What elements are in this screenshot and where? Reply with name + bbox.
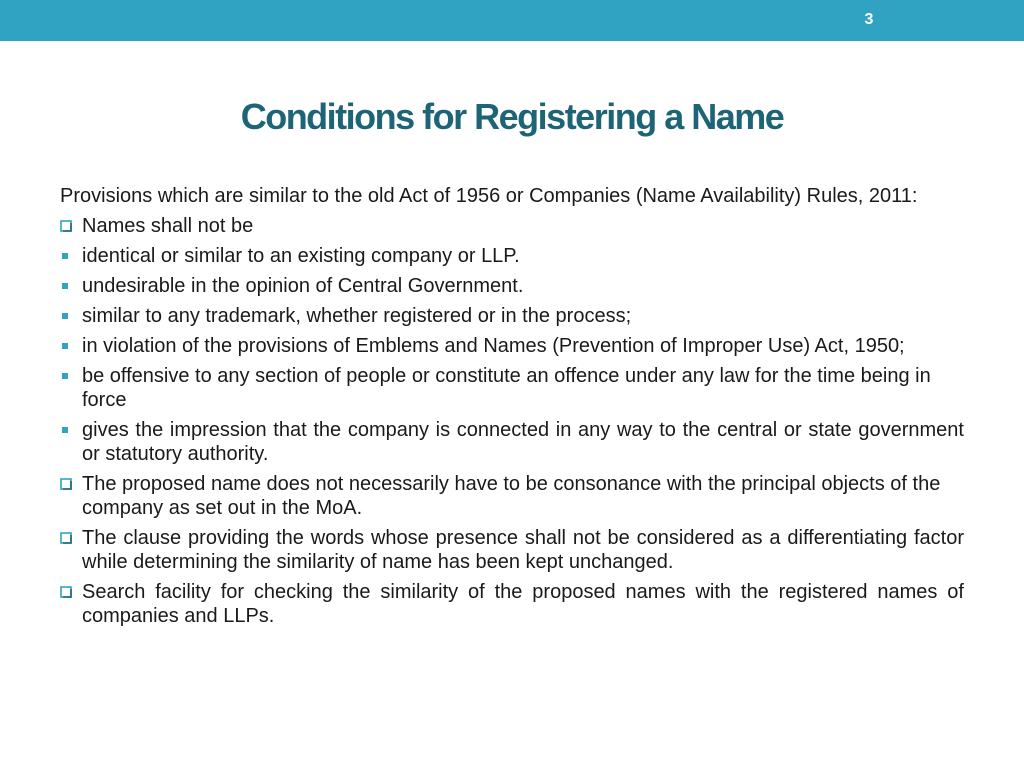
list-item-text: Names shall not be (82, 215, 254, 237)
list-item-undesirable (60, 274, 964, 298)
list-item-trademark (60, 304, 964, 328)
list-item-impression (60, 418, 964, 466)
list-item-proposed-name (60, 472, 964, 520)
list-item-names-shall-not-be (60, 214, 964, 238)
list-item-identical-or-similar (60, 244, 964, 268)
list-item-offensive (60, 364, 964, 412)
top-bar (0, 0, 1024, 41)
square-dot-bullet-icon (62, 427, 68, 433)
list-item-text: be offensive to any section of people or constitute an offence under any law for the time being in force (82, 365, 931, 411)
list-item-text: in violation of the provisions of Emblems and Names (Prevention of Improper Use) Act, 1950; (82, 335, 905, 357)
hollow-square-bullet-icon (60, 531, 74, 545)
list-item-text: undesirable in the opinion of Central Government. (82, 275, 524, 297)
list-item-emblems-act (60, 334, 964, 358)
square-dot-bullet-icon (62, 283, 68, 289)
list-item-text: similar to any trademark, whether registered or in the process; (82, 305, 632, 327)
square-dot-bullet-icon (62, 313, 68, 319)
list-item-text: The proposed name does not necessarily have to be consonance with the principal objects of the company as set out in the MoA. (82, 473, 941, 519)
slide-content (60, 184, 964, 634)
list-item-search-facility (60, 580, 964, 628)
intro-text: Provisions which are similar to the old Act of 1956 or Companies (Name Availability) Rules, 2011: (60, 185, 918, 207)
hollow-square-bullet-icon (60, 219, 74, 233)
square-dot-bullet-icon (62, 253, 68, 259)
list-item-text: Search facility for checking the similarity of the proposed names with the registered names of companies and LLPs. (82, 581, 964, 627)
square-dot-bullet-icon (62, 343, 68, 349)
list-item-text: identical or similar to an existing company or LLP. (82, 245, 520, 267)
list-item-text: gives the impression that the company is connected in any way to the central or state government or statutory authority. (82, 419, 964, 465)
hollow-square-bullet-icon (60, 477, 74, 491)
slide-title: Conditions for Registering a Name (240, 96, 784, 137)
list-item-clause (60, 526, 964, 574)
slide-number: 3 (864, 11, 874, 28)
hollow-square-bullet-icon (60, 585, 74, 599)
square-dot-bullet-icon (62, 373, 68, 379)
list-item-text: The clause providing the words whose presence shall not be considered as a differentiating factor while determining the similarity of name has been kept unchanged. (82, 527, 964, 573)
